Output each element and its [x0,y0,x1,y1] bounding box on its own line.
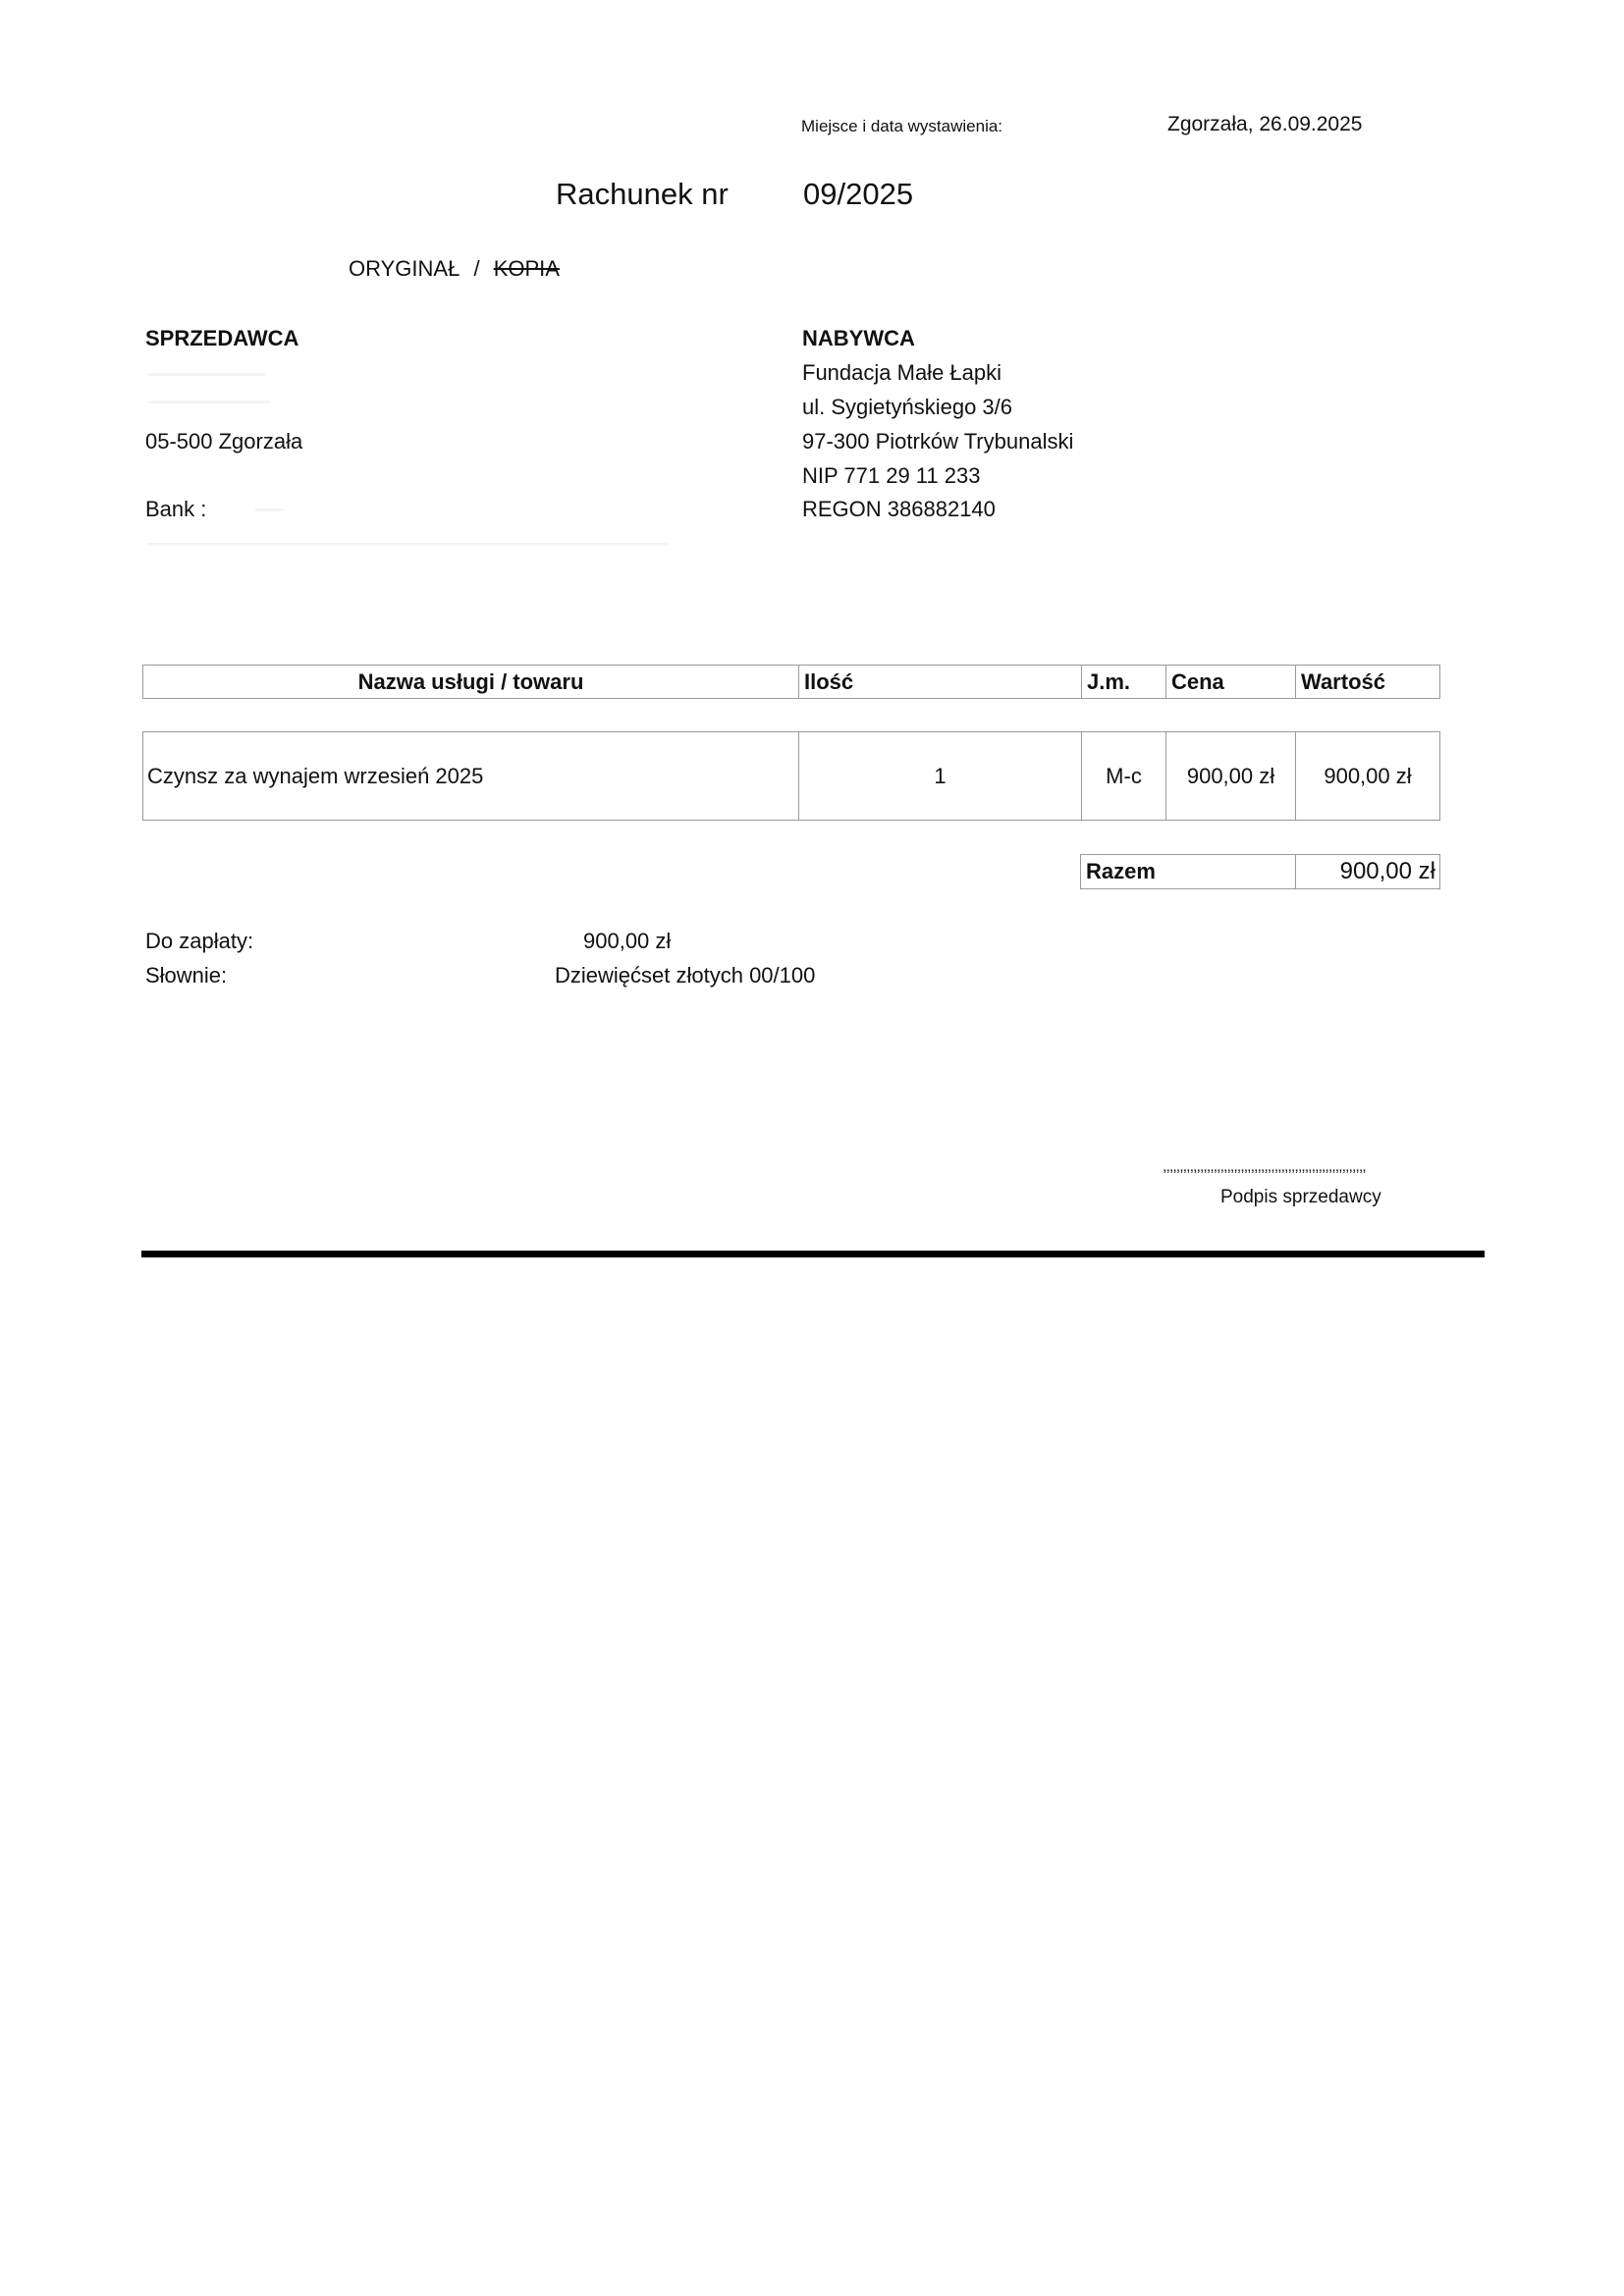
header-qty: Ilość [798,666,1081,698]
header-price: Cena [1165,666,1295,698]
seller-street-redacted [147,400,270,403]
buyer-regon: REGON 386882140 [802,497,996,521]
due-value: 900,00 zł [583,929,672,953]
seller-bank-label: Bank : [145,497,207,521]
total-label: Razem [1086,859,1156,883]
table-row [142,731,1440,821]
buyer-name: Fundacja Małe Łapki [802,360,1002,385]
buyer-heading: NABYWCA [802,326,915,350]
row-price: 900,00 zł [1165,732,1295,820]
total-value: 900,00 zł [1295,855,1439,888]
words-label: Słownie: [145,963,228,988]
due-label: Do zapłaty: [145,929,254,953]
seller-account-redacted [147,543,668,546]
copy-type [349,256,560,282]
table-header [142,665,1440,699]
document-title: Rachunek nr [556,177,729,211]
buyer-city: 97-300 Piotrków Trybunalski [802,429,1074,454]
seller-heading: SPRZEDAWCA [145,326,299,350]
header-name: Nazwa usługi / towaru [357,668,584,694]
row-value: 900,00 zł [1295,732,1439,820]
buyer-street: ul. Sygietyńskiego 3/6 [802,395,1013,419]
buyer-nip: NIP 771 29 11 233 [802,463,981,488]
document-number: 09/2025 [803,177,914,211]
signature-line: ,,,,,,,,,,,,,,,,,,,,,,,,,,,,,,,,,,,,,,,,,,,,,,,,,,,,,,,,,,,, [1163,1158,1366,1175]
bottom-divider [141,1251,1485,1257]
seller-bank-redacted [255,508,285,511]
signature-label: Podpis sprzedawcy [1220,1187,1381,1207]
place-date-value: Zgorzała, 26.09.2025 [1167,113,1363,135]
seller-name-redacted [147,373,265,376]
header-unit: J.m. [1081,666,1165,698]
copy-type-original: ORYGINAŁ [349,256,460,281]
header-value: Wartość [1295,666,1439,698]
row-unit: M-c [1081,732,1165,820]
copy-type-copy: KOPIA [493,256,560,281]
place-date-label: Miejsce i data wystawienia: [801,117,1003,135]
words-value: Dziewięćset złotych 00/100 [555,963,816,988]
row-qty: 1 [798,732,1081,820]
row-name: Czynsz za wynajem wrzesień 2025 [147,763,484,788]
seller-city: 05-500 Zgorzała [145,429,303,454]
copy-type-separator: / [473,256,480,281]
total-box [1080,854,1440,889]
